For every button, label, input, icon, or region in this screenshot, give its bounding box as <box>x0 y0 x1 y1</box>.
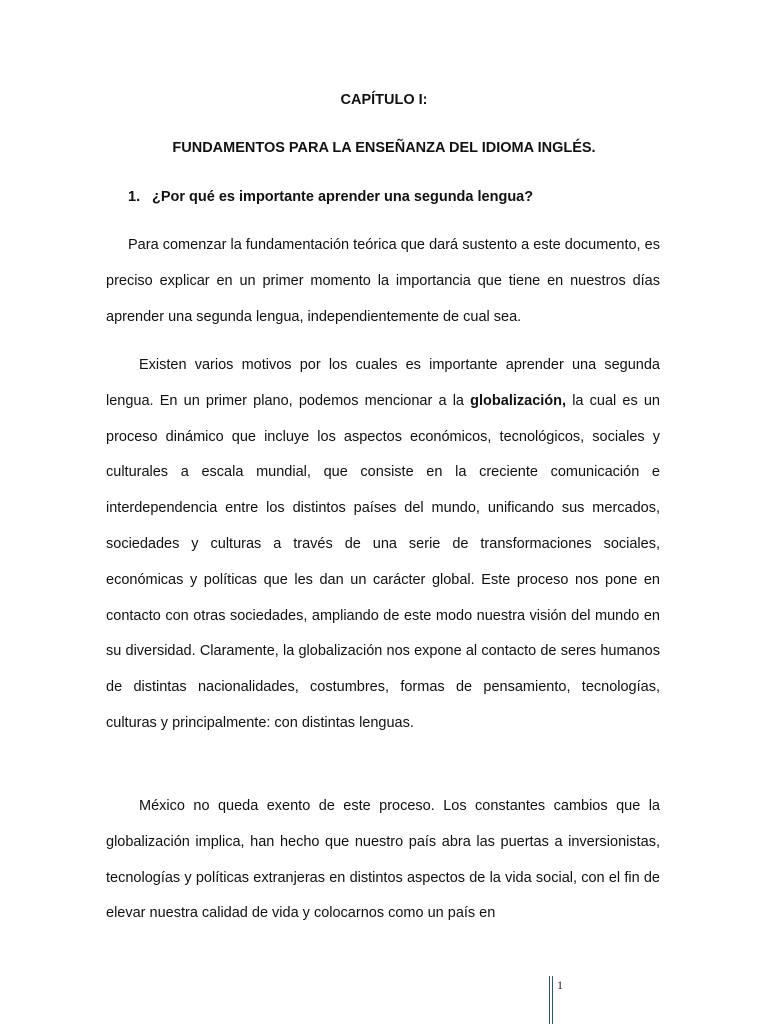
section-heading <box>128 187 533 207</box>
chapter-subtitle: FUNDAMENTOS PARA LA ENSEÑANZA DEL IDIOMA INGLÉS. <box>172 140 596 156</box>
paragraph-2-text-after: la cual es un proceso dinámico que incluye los aspectos económicos, tecnológicos, sociales y culturales a escala mundial, que consiste en la creciente comunicación e interdependencia entre los distintos países del mundo, unificando sus mercados, sociedades y culturas a través de una serie de transformaciones sociales, económicas y políticas que les dan un carácter global. Este proceso nos pone en contacto con otras sociedades, ampliando de este modo nuestra visión del mundo en su diversidad. Claramente, la globalización nos expone al contacto de seres humanos de distintas nacionalidades, costumbres, formas de pensamiento, tecnologías, culturas y principalmente: con distintas lenguas. <box>106 392 660 731</box>
page-number-rule <box>552 976 553 1024</box>
page-number: 1 <box>557 978 563 992</box>
paragraph-3: México no queda exento de este proceso. Los constantes cambios que la globalización implica, han hecho que nuestro país abra las puertas a inversionistas, tecnologías y políticas extranjeras en distintos aspectos de la vida social, con el fin de elevar nuestra calidad de vida y colocarnos como un país en <box>106 798 660 922</box>
page-number-rule <box>549 976 550 1024</box>
section-title: ¿Por qué es importante aprender una segunda lengua? <box>152 189 534 205</box>
paragraph-1: Para comenzar la fundamentación teórica que dará sustento a este documento, es preciso explicar en un primer momento la importancia que tiene en nuestros días aprender una segunda lengua, independientemente de cual sea. <box>106 237 660 325</box>
paragraph-2-text-before: Existen varios motivos por los cuales es importante aprender una segunda lengua. En un primer plano, podemos mencionar a la <box>106 357 660 409</box>
paragraph-2-bold-term: globalización, <box>470 392 567 409</box>
paragraph-2 <box>106 348 660 742</box>
section-number: 1. <box>128 189 141 205</box>
chapter-title: CAPÍTULO I: <box>340 92 428 108</box>
